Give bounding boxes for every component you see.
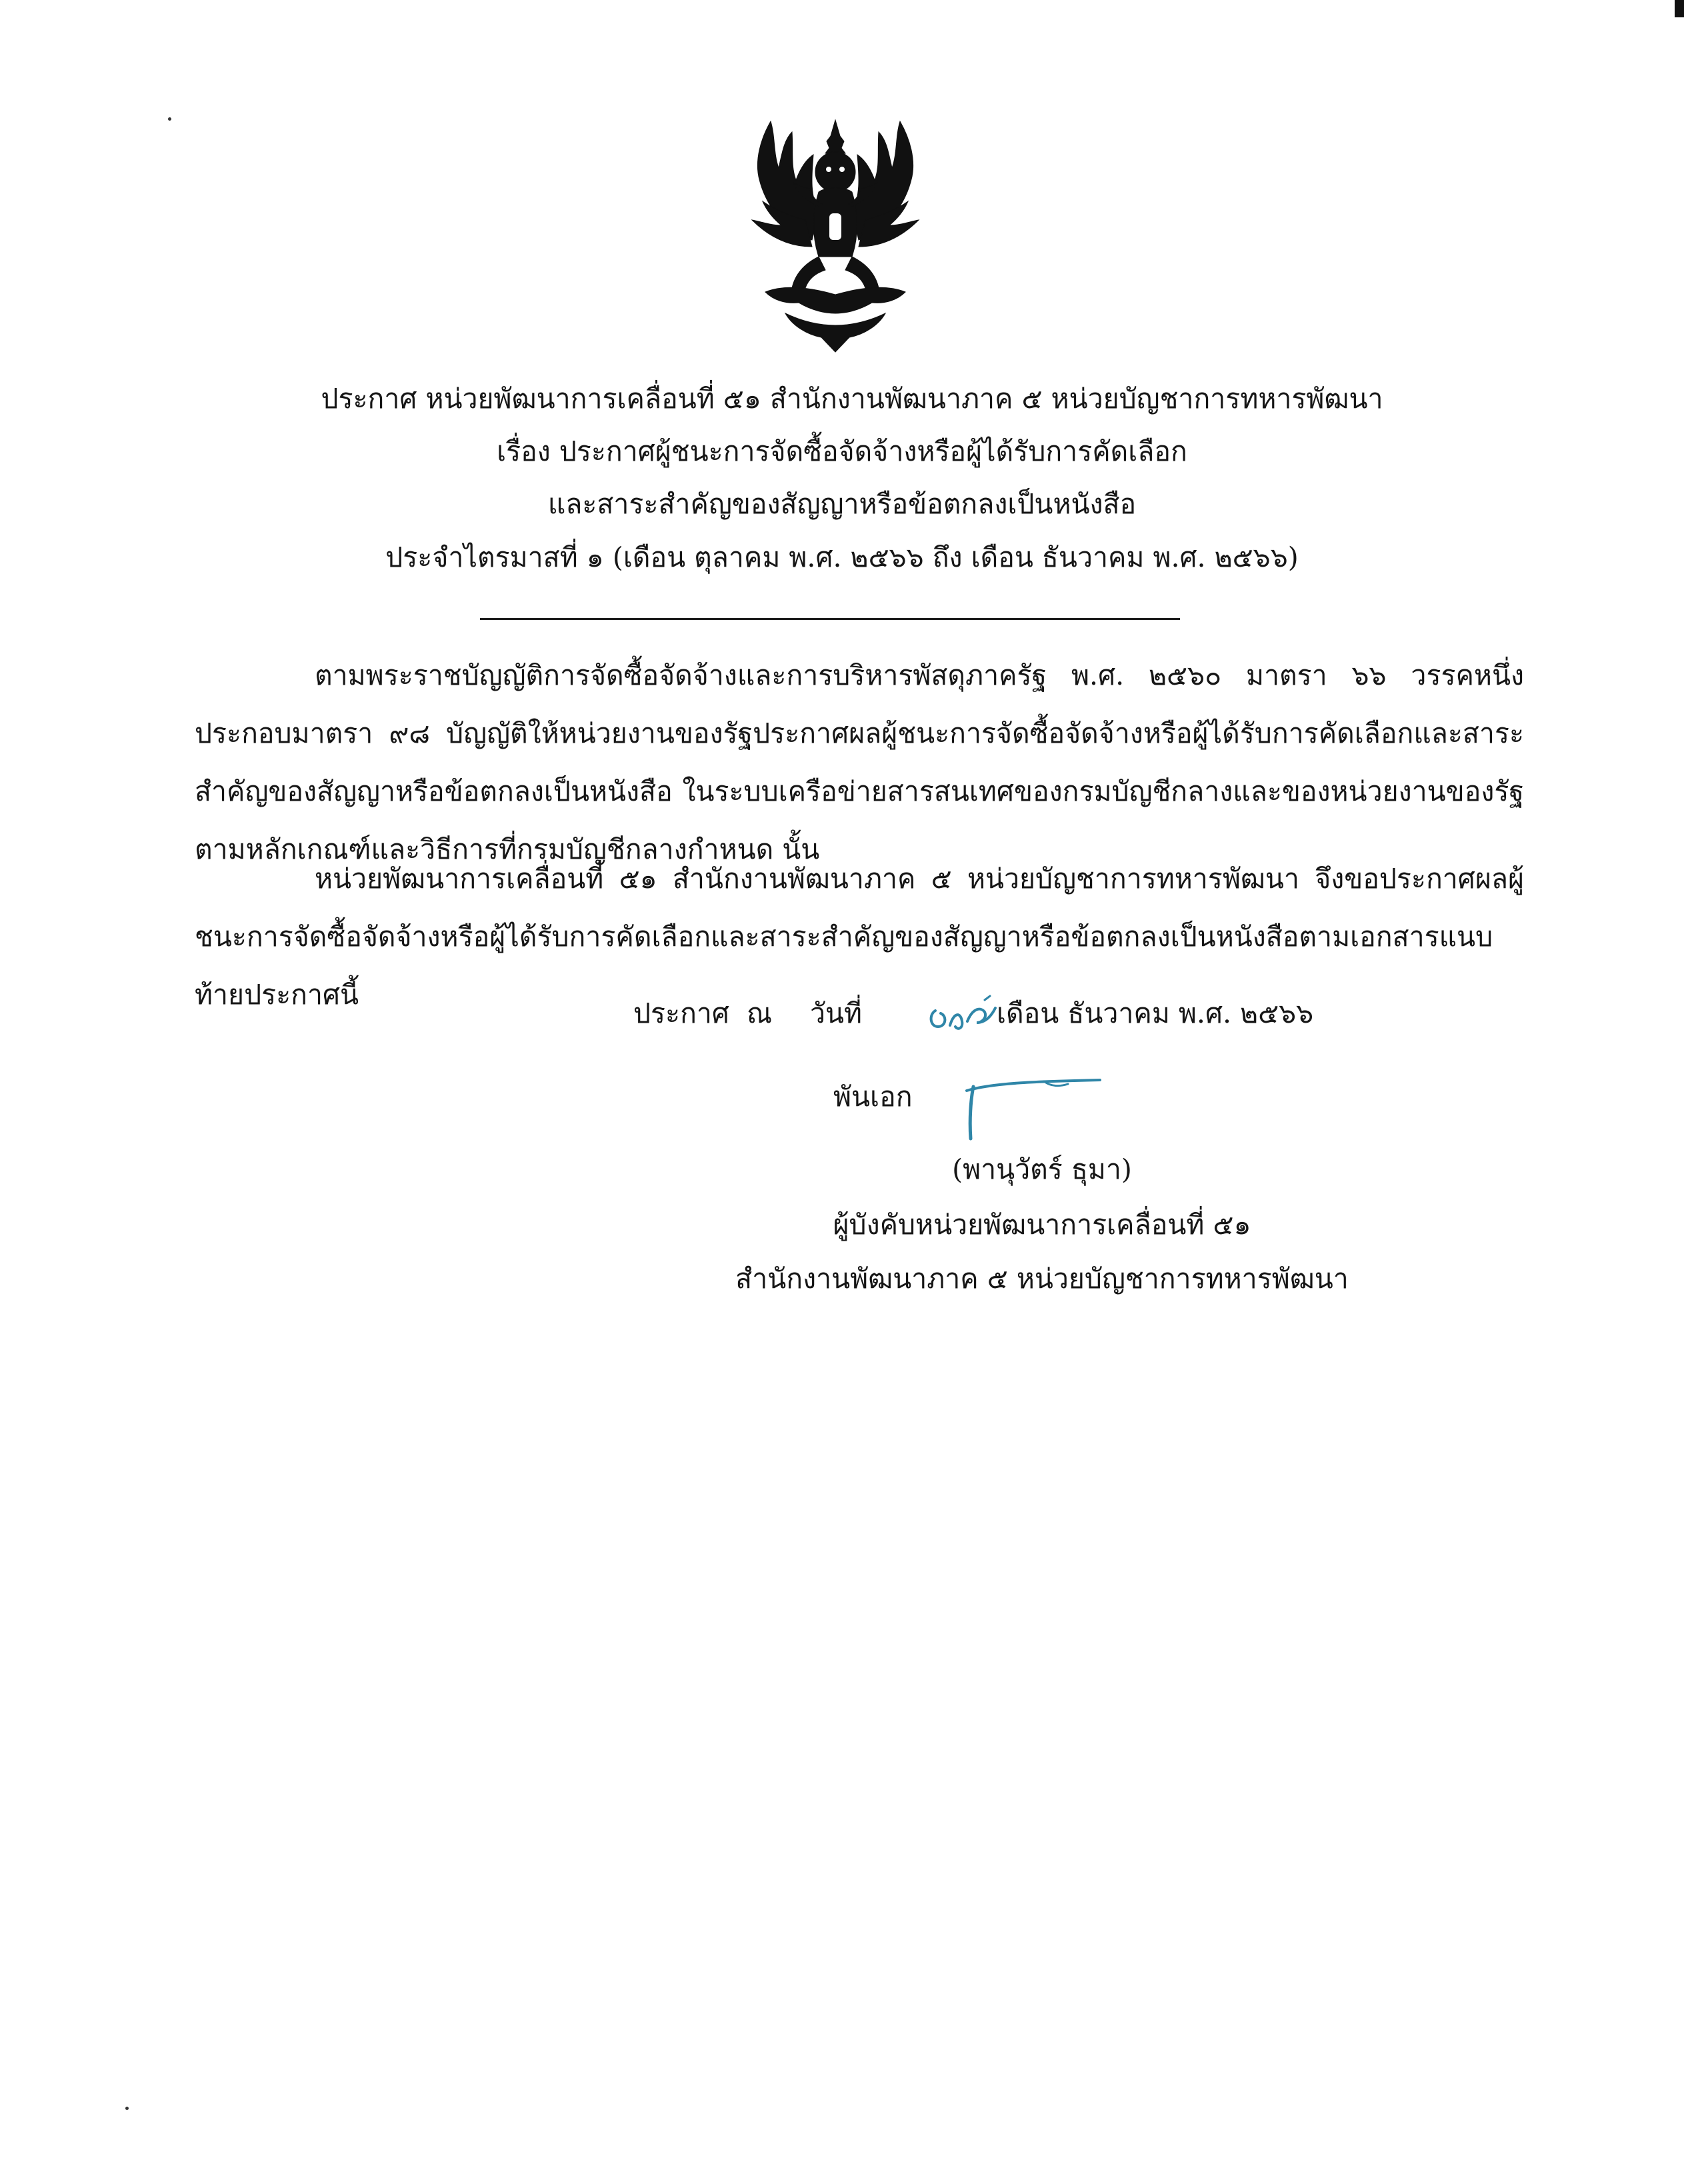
dateline-month-year: เดือน ธันวาคม พ.ศ. ๒๕๖๖ [997,997,1314,1029]
handwritten-date-mark [923,992,1003,1039]
body-paragraph-2-text: หน่วยพัฒนาการเคลื่อนที่ ๕๑ สำนักงานพัฒนาภาค ๕ หน่วยบัญชาการทหารพัฒนา จึงขอประกาศผลผู้ชนะการจัดซื้อจัดจ้างหรือผู้ได้รับการคัดเลือกและสาระสำคัญของสัญญาหรือข้อตกลงเป็นหนังสือตามเอกสารแนบท้ายประกาศนี้ [195,863,1524,1011]
dateline-at: ณ [747,997,773,1029]
scan-speck [168,117,171,121]
body-paragraph-1 [195,647,1524,879]
subject-continuation-line: และสาระสำคัญของสัญญาหรือข้อตกลงเป็นหนังสือ [547,488,1137,520]
subject-line: เรื่อง ประกาศผู้ชนะการจัดซื้อจัดจ้างหรือผู้ได้รับการคัดเลือก [497,435,1187,467]
scan-edge-mark [1675,0,1684,17]
signatory-position: ผู้บังคับหน่วยพัฒนาการเคลื่อนที่ ๕๑ [833,1209,1251,1241]
signatory-rank: พันเอก [833,1081,913,1113]
dateline-label: ประกาศ [633,997,729,1029]
signatory-office: สำนักงานพัฒนาภาค ๕ หน่วยบัญชาการทหารพัฒนา [735,1263,1349,1295]
signatory-name: (พานุวัตร์ ธุมา) [952,1153,1132,1185]
quarter-period-line: ประจำไตรมาสที่ ๑ (เดือน ตุลาคม พ.ศ. ๒๕๖๖ ถึง เดือน ธันวาคม พ.ศ. ๒๕๖๖) [385,541,1299,573]
dateline-day-label: วันที่ [810,997,863,1029]
garuda-emblem-icon [712,113,959,360]
announcement-title-line-1: ประกาศ หน่วยพัฒนาการเคลื่อนที่ ๕๑ สำนักงานพัฒนาภาค ๕ หน่วยบัญชาการทหารพัฒนา [321,383,1383,415]
handwritten-signature [927,1067,1120,1143]
body-paragraph-1-text: ตามพระราชบัญญัติการจัดซื้อจัดจ้างและการบริหารพัสดุภาครัฐ พ.ศ. ๒๕๖๐ มาตรา ๖๖ วรรคหนึ่ง ประกอบมาตรา ๙๘ บัญญัติให้หน่วยงานของรัฐประกาศผลผู้ชนะการจัดซื้อจัดจ้างหรือผู้ได้รับการคัดเลือกและสาระสำคัญของสัญญาหรือข้อตกลงเป็นหนังสือ ในระบบเครือข่ายสารสนเทศของกรมบัญชีกลางและของหน่วยงานของรัฐตามหลักเกณฑ์และวิธีการที่กรมบัญชีกลางกำหนด นั้น [195,659,1524,865]
scan-speck [125,2107,129,2110]
heading-divider [480,618,1180,620]
